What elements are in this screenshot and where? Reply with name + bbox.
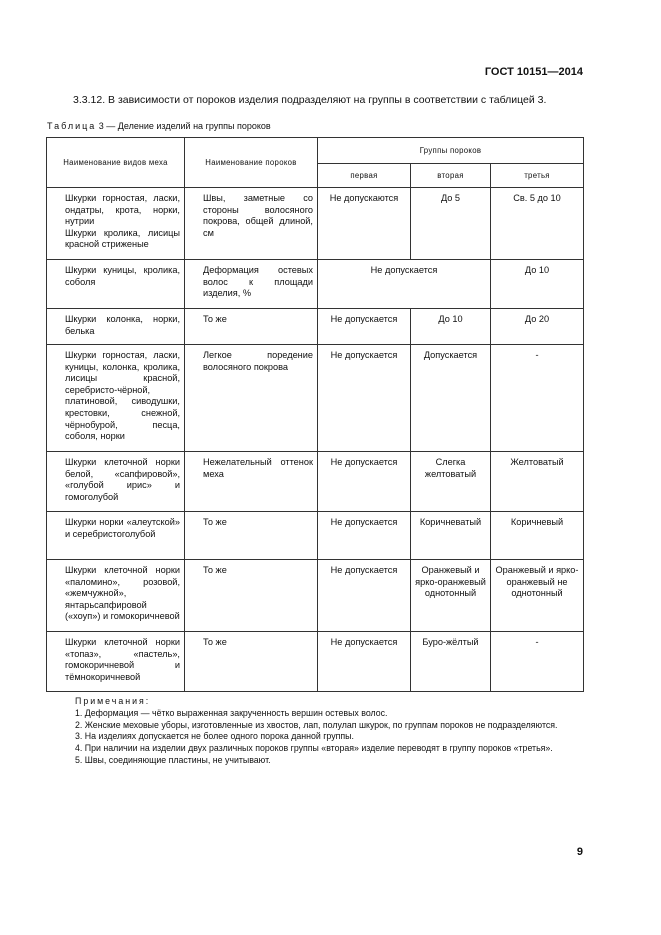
group-second-cell: Допускается	[411, 345, 491, 452]
header-defect-groups: Группы пороков	[318, 138, 584, 164]
group-third-cell: Оранжевый и ярко-оранжевый не однотонный	[491, 560, 584, 632]
table-row	[47, 188, 584, 260]
table-row	[47, 512, 584, 560]
group-third-cell: -	[491, 345, 584, 452]
defect-cell: То же	[185, 512, 318, 560]
fur-type-cell: Шкурки норки «алеутской» и серебристоголубой	[47, 512, 185, 560]
group-first-cell: Не допускаются	[318, 188, 411, 260]
group-first-cell: Не допускается	[318, 345, 411, 452]
group-second-cell: Буро-жёлтый	[411, 632, 491, 692]
table-caption-label: Таблица	[47, 121, 97, 131]
defect-cell: Легкое поредение волосяного покрова	[185, 345, 318, 452]
defect-cell: То же	[185, 632, 318, 692]
note-item: 1. Деформация — чётко выраженная закрученность вершин остевых волос.	[75, 707, 388, 718]
intro-paragraph: 3.3.12. В зависимости от пороков изделия подразделяют на группы в соответствии с таблицей 3.	[73, 94, 547, 106]
header-group-first: первая	[318, 164, 411, 188]
table-row	[47, 309, 584, 345]
table-row	[47, 345, 584, 452]
defect-cell: Нежелательный оттенок меха	[185, 452, 318, 512]
group-first-cell: Не допускается	[318, 512, 411, 560]
defect-cell: Швы, заметные со стороны волосяного покрова, общей длиной, см	[185, 188, 318, 260]
fur-type-cell: Шкурки горностая, ласки, куницы, колонка, кролика, лисицы красной, серебристо-чёрной, платиновой, сиводушки, крестовки, снежной, чёрнобурой, песца, соболя, норки	[47, 345, 185, 452]
table-row	[47, 560, 584, 632]
fur-type-cell: Шкурки клеточной норки «паломино», розовой, «жемчужной», янтарьсапфировой («хоуп») и гомокоричневой	[47, 560, 185, 632]
group-first-second-merged-cell: Не допускается	[318, 260, 491, 309]
defect-groups-table	[46, 137, 584, 692]
group-second-cell: Коричневатый	[411, 512, 491, 560]
header-group-third: третья	[491, 164, 584, 188]
fur-type-cell: Шкурки колонка, норки, белька	[47, 309, 185, 345]
group-first-cell: Не допускается	[318, 560, 411, 632]
notes-title: Примечания:	[75, 696, 151, 706]
group-second-cell: Слегка желтоватый	[411, 452, 491, 512]
page-number: 9	[576, 846, 583, 858]
notes-section	[47, 696, 584, 767]
fur-type-cell: Шкурки клеточной норки «топаз», «пастель», гомокоричневой и тёмнокоричневой	[47, 632, 185, 692]
group-third-cell: Коричневый	[491, 512, 584, 560]
header-fur-types: Наименование видов меха	[47, 138, 185, 188]
group-second-cell: До 10	[411, 309, 491, 345]
group-third-cell: До 10	[491, 260, 584, 309]
fur-type-text-secondary: Шкурки кролика, лисицы красной стриженые	[65, 227, 180, 250]
defect-cell: То же	[185, 560, 318, 632]
group-second-cell: До 5	[411, 188, 491, 260]
fur-type-cell	[47, 188, 185, 260]
group-third-cell: До 20	[491, 309, 584, 345]
fur-type-text: Шкурки горностая, ласки, ондатры, крота, норки, нутрии	[65, 193, 180, 227]
table-row	[47, 632, 584, 692]
defect-cell: Деформация остевых волос к площади изделия, %	[185, 260, 318, 309]
document-number: ГОСТ 10151—2014	[484, 66, 583, 78]
fur-type-cell: Шкурки клеточной норки белой, «сапфировой», «голубой ирис» и гомоголубой	[47, 452, 185, 512]
group-third-cell: Св. 5 до 10	[491, 188, 584, 260]
note-item: 5. Швы, соединяющие пластины, не учитывают.	[75, 754, 271, 765]
table-row	[47, 452, 584, 512]
group-third-cell: -	[491, 632, 584, 692]
group-first-cell: Не допускается	[318, 309, 411, 345]
group-first-cell: Не допускается	[318, 452, 411, 512]
fur-type-cell: Шкурки куницы, кролика, соболя	[47, 260, 185, 309]
table-caption-text: 3 — Деление изделий на группы пороков	[96, 121, 271, 131]
note-item: 2. Женские меховые уборы, изготовленные из хвостов, лап, полулап шкурок, по группам пороков не подразделяются.	[75, 719, 558, 730]
group-second-cell: Оранжевый и ярко-оранжевый однотонный	[411, 560, 491, 632]
header-group-second: вторая	[411, 164, 491, 188]
note-item: 4. При наличии на изделии двух различных пороков группы «вторая» изделие переводят в группу пороков «третья».	[75, 743, 553, 754]
group-first-cell: Не допускается	[318, 632, 411, 692]
defect-cell: То же	[185, 309, 318, 345]
note-item: 3. На изделиях допускается не более одного порока данной группы.	[75, 731, 354, 742]
header-defect-names: Наименование пороков	[185, 138, 318, 188]
table-row	[47, 260, 584, 309]
group-third-cell: Желтоватый	[491, 452, 584, 512]
table-caption	[47, 121, 271, 131]
